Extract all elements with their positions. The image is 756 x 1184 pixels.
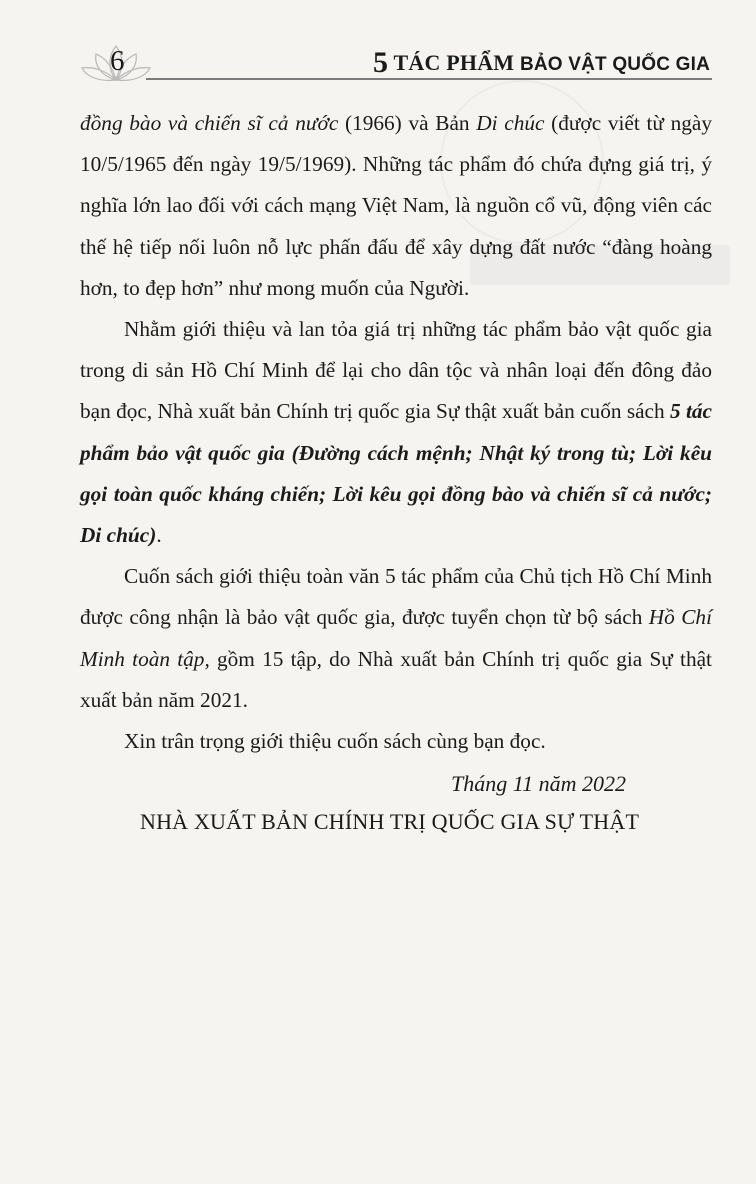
p1-text-b: (được viết từ ngày 10/5/1965 đến ngày 19/5/1969). Những tác phẩm đó chứa đựng giá trị, ý nghĩa lớn lao đối với cách mạng Việt Nam, là nguồn cổ vũ, động viên các thế hệ tiếp nối luôn nỗ lực phấn đấu để xây dựng đất nước “đàng hoàng hơn, to đẹp hơn” như mong muốn của Người. xyxy=(80,111,713,300)
paragraph-1 xyxy=(80,103,712,309)
signature-publisher: NHÀ XUẤT BẢN CHÍNH TRỊ QUỐC GIA SỰ THẬT xyxy=(140,809,640,835)
header-rule xyxy=(146,78,712,80)
running-title-mid: TÁC PHẨM xyxy=(388,50,520,75)
page-number: 6 xyxy=(110,45,125,77)
p2-text-a: Nhằm giới thiệu và lan tỏa giá trị những tác phẩm bảo vật quốc gia trong di sản Hồ Chí Minh để lại cho dân tộc và nhân loại đến đông đảo bạn đọc, Nhà xuất bản Chính trị quốc gia Sự thật xuất bản cuốn sách xyxy=(80,317,712,424)
paragraph-4: Xin trân trọng giới thiệu cuốn sách cùng bạn đọc. xyxy=(124,729,546,754)
p2-text-b: . xyxy=(156,523,162,548)
signature-date: Tháng 11 năm 2022 xyxy=(451,771,626,797)
p1-italic-title: đồng bào và chiến sĩ cả nước xyxy=(80,111,339,135)
running-title xyxy=(373,46,710,80)
p1-italic-di-chuc: Di chúc xyxy=(476,111,545,135)
p1-text-a: (1966) và Bản xyxy=(338,111,477,135)
body-text xyxy=(80,103,712,840)
p3-italic-collection: Hồ Chí Minh toàn tập, xyxy=(80,605,712,671)
paragraph-2 xyxy=(80,309,712,556)
signature-block xyxy=(80,764,712,840)
running-title-bold: BẢO VẬT QUỐC GIA xyxy=(519,54,710,75)
p3-text-b: gồm 15 tập, do Nhà xuất bản Chính trị quốc gia Sự thật xuất bản năm 2021. xyxy=(80,646,712,712)
p3-text-a: Cuốn sách giới thiệu toàn văn 5 tác phẩm của Chủ tịch Hồ Chí Minh được công nhận là bảo vật quốc gia, được tuyển chọn từ bộ sách xyxy=(80,564,712,630)
paragraph-3 xyxy=(80,556,712,721)
page-header xyxy=(80,40,712,84)
p2-book-title: 5 tác phẩm bảo vật quốc gia (Đường cách mệnh; Nhật ký trong tù; Lời kêu gọi toàn quốc kháng chiến; Lời kêu gọi đồng bào và chiến sĩ cả nước; Di chúc) xyxy=(80,399,712,548)
running-title-number: 5 xyxy=(372,46,389,79)
